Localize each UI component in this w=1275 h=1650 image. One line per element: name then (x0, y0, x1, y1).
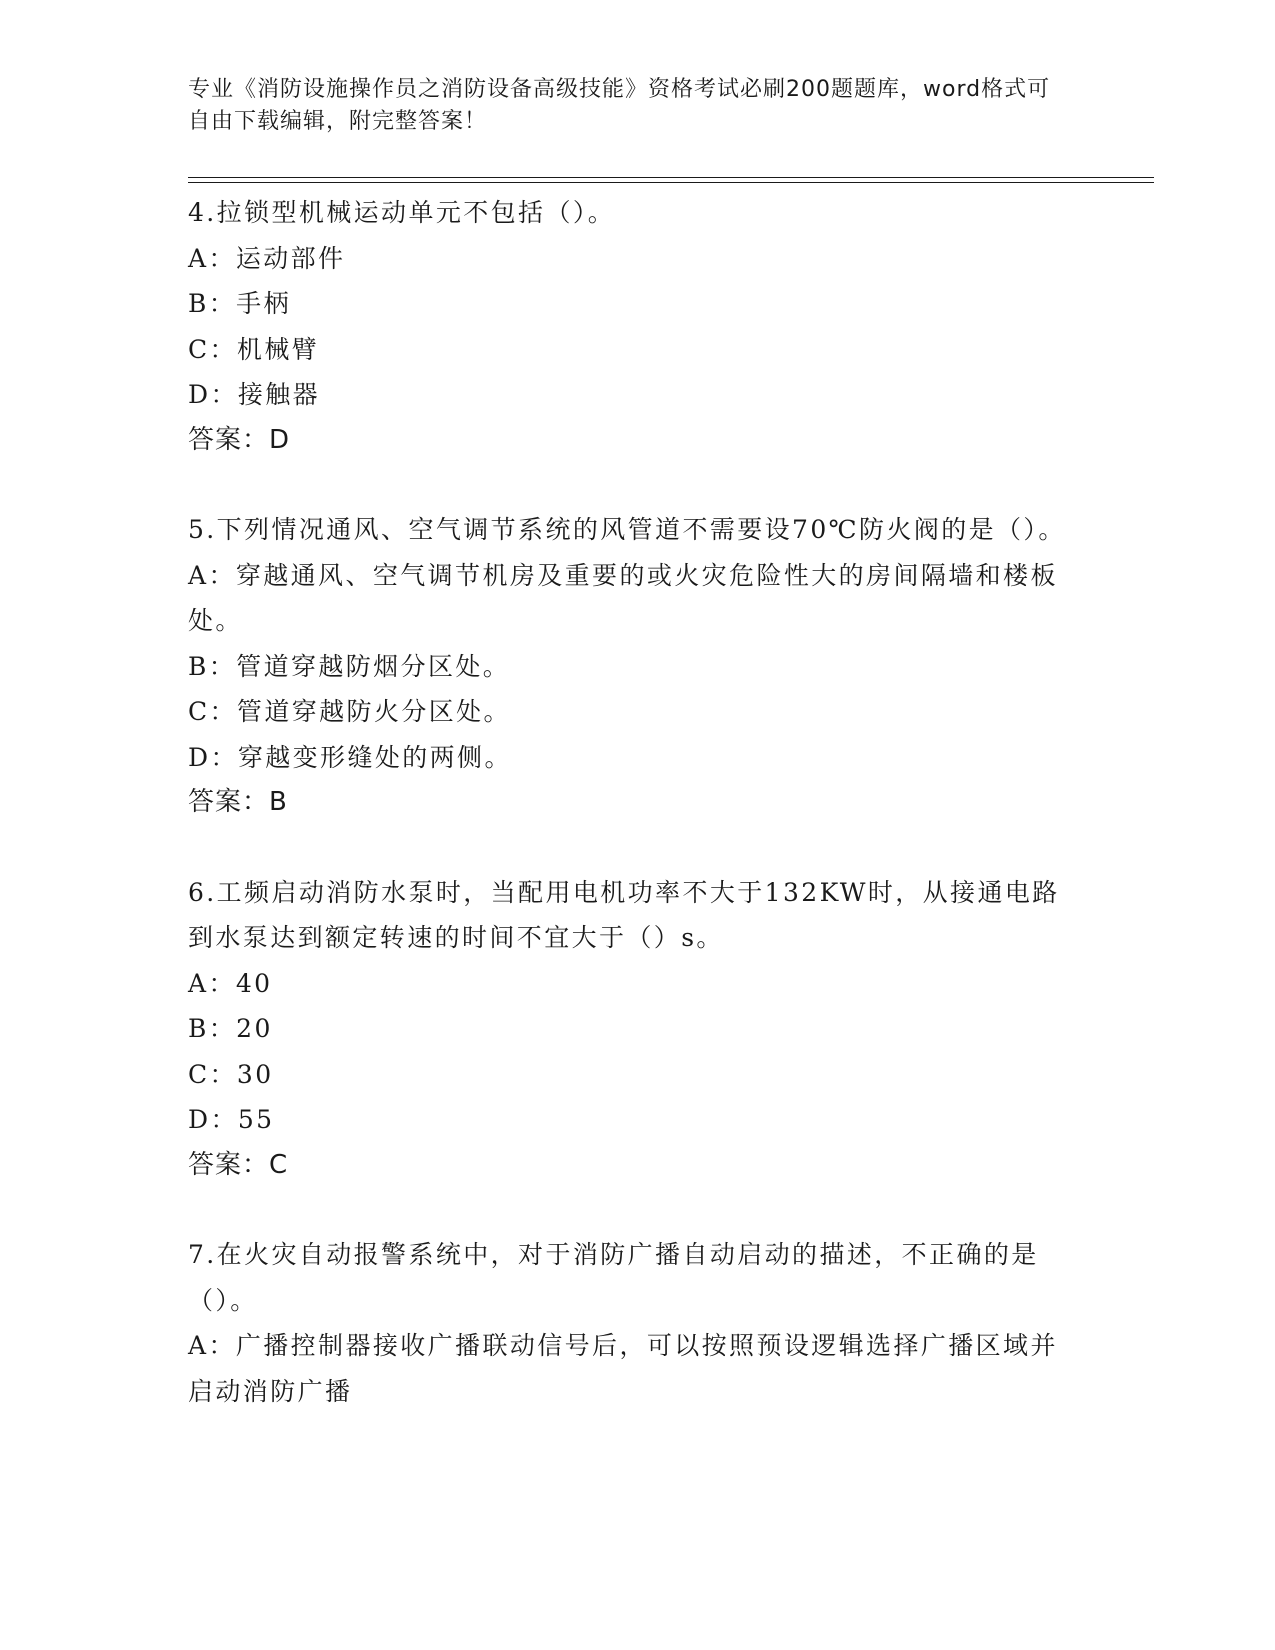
option-a: A：穿越通风、空气调节机房及重要的或火灾危险性大的房间隔墙和楼板处。 (188, 560, 1058, 635)
option-c: C：机械臂 (188, 334, 320, 364)
option-d: D：接触器 (188, 380, 321, 409)
option-d: D：穿越变形缝处的两侧。 (188, 742, 512, 772)
option-b: B：20 (188, 1014, 273, 1043)
option-b: B：手柄 (188, 289, 291, 318)
question-stem: 6.工频启动消防水泵时，当配用电机功率不大于132KW时，从接通电路到水泵达到额定转速的时间不宜大于（）s。 (188, 877, 1060, 952)
question-7 (188, 1232, 1068, 1414)
question-5 (188, 507, 1068, 826)
option-a: A：40 (188, 968, 273, 998)
question-stem: 7.在火灾自动报警系统中，对于消防广播自动启动的描述，不正确的是（）。 (188, 1240, 1039, 1315)
question-stem: 5.下列情况通风、空气调节系统的风管道不需要设70℃防火阀的是（）。 (188, 515, 1066, 544)
answer: 答案：D (188, 424, 291, 455)
answer: 答案：B (188, 787, 288, 817)
option-b: B：管道穿越防烟分区处。 (188, 651, 511, 681)
option-a: A：运动部件 (188, 243, 346, 273)
header-rule-bottom (188, 182, 1154, 183)
answer: 答案：C (188, 1149, 289, 1180)
document-header: 专业《消防设施操作员之消防设备高级技能》资格考试必刷200题题库，word格式可自由下载编辑，附完整答案！ (188, 77, 1051, 134)
question-list (188, 190, 1068, 1458)
option-d: D：55 (188, 1105, 275, 1134)
option-a: A：广播控制器接收广播联动信号后，可以按照预设逻辑选择广播区域并启动消防广播 (188, 1331, 1058, 1406)
option-c: C：管道穿越防火分区处。 (188, 697, 511, 726)
question-6 (188, 870, 1068, 1189)
header-rule-top (188, 177, 1154, 178)
question-stem: 4.拉锁型机械运动单元不包括（）。 (188, 198, 616, 227)
question-4 (188, 190, 1068, 463)
option-c: C：30 (188, 1059, 274, 1089)
